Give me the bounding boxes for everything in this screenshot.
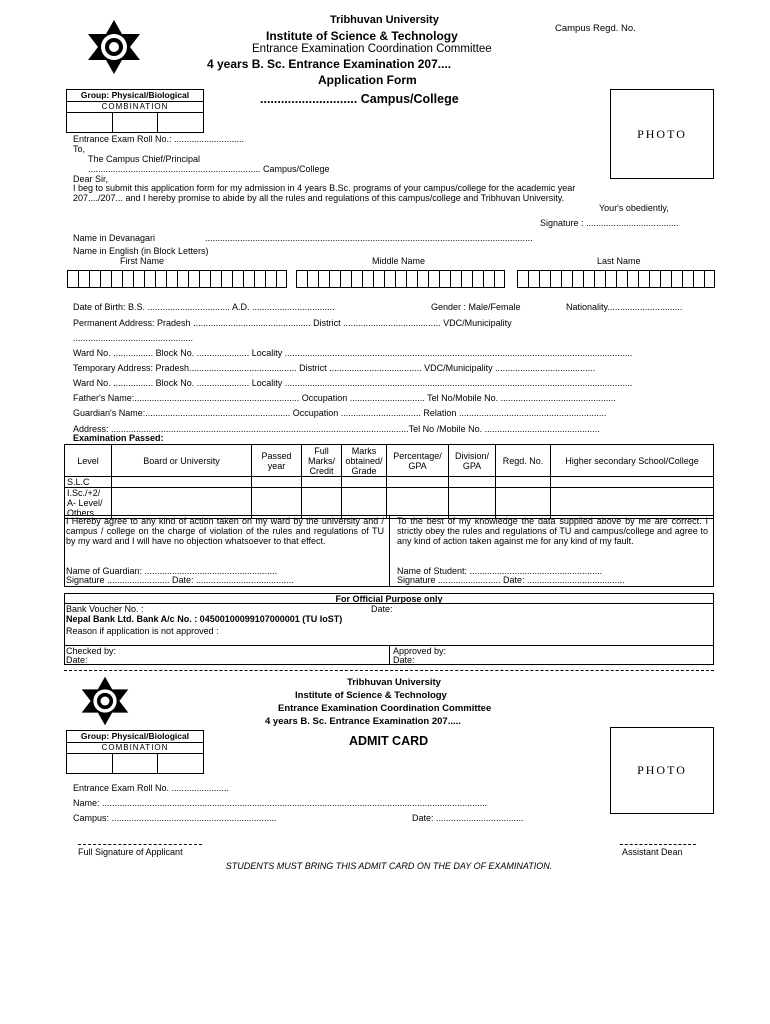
- char-box[interactable]: [605, 270, 616, 288]
- group-title: Group: Physical/Biological: [67, 90, 203, 102]
- char-box[interactable]: [155, 270, 166, 288]
- char-box[interactable]: [232, 270, 243, 288]
- char-box[interactable]: [483, 270, 494, 288]
- char-box[interactable]: [133, 270, 144, 288]
- char-box[interactable]: [450, 270, 461, 288]
- bank-account: Nepal Bank Ltd. Bank A/c No. : 04500100099107000001 (TU IoST): [66, 614, 343, 624]
- middle-name-boxes[interactable]: [296, 270, 505, 288]
- campus-regd-label: Campus Regd. No.: [555, 23, 636, 34]
- char-box[interactable]: [517, 270, 528, 288]
- address-field[interactable]: Address: .......................................................................................................................Tel No /Mobile No. ..............................................: [73, 424, 600, 434]
- char-box[interactable]: [307, 270, 318, 288]
- char-box[interactable]: [318, 270, 329, 288]
- char-box[interactable]: [296, 270, 307, 288]
- guardian-declaration: I Hereby agree to any kind of action taken on my ward by the university and / campus / college on the charge of violation of the rules and regulations of TU by my ward and I will have no objection whatsoever to that effect.: [66, 516, 384, 546]
- gender-field[interactable]: Gender : Male/Female: [431, 302, 521, 312]
- header-school: Higher secondary School/College: [551, 445, 714, 477]
- assistant-dean-label: Assistant Dean: [622, 847, 683, 857]
- official-date-field[interactable]: Date:: [371, 604, 393, 614]
- first-name-boxes[interactable]: [67, 270, 287, 288]
- exam-table: [64, 444, 714, 519]
- char-box[interactable]: [199, 270, 210, 288]
- dear-sir: Dear Sir,: [73, 174, 109, 184]
- cell[interactable]: [252, 477, 302, 488]
- char-box[interactable]: [660, 270, 671, 288]
- char-box[interactable]: [671, 270, 682, 288]
- middle-name-label: Middle Name: [372, 256, 426, 266]
- campus-line[interactable]: ..................................................................... Campus/College: [88, 164, 330, 174]
- admit-photo-label: PHOTO: [637, 763, 687, 777]
- header-level: Level: [65, 445, 112, 477]
- char-box[interactable]: [428, 270, 439, 288]
- name-devanagari-label: Name in Devanagari: [73, 233, 156, 243]
- char-box[interactable]: [144, 270, 155, 288]
- char-box[interactable]: [384, 270, 395, 288]
- name-english-label: Name in English (in Block Letters): [73, 246, 209, 256]
- char-box[interactable]: [539, 270, 550, 288]
- student-signature[interactable]: Signature ......................... Date: .......................................: [397, 575, 625, 585]
- combination-label: COMBINATION: [67, 102, 203, 113]
- char-box[interactable]: [494, 270, 505, 288]
- admit-card-title: ADMIT CARD: [349, 734, 429, 748]
- header-marks-obtained: Marks obtained/ Grade: [342, 445, 387, 477]
- tu-logo-admit: [76, 675, 134, 727]
- first-name-label: First Name: [120, 256, 165, 266]
- char-box[interactable]: [78, 270, 89, 288]
- bank-voucher-field[interactable]: Bank Voucher No. :: [66, 604, 144, 614]
- cell[interactable]: [112, 477, 252, 488]
- char-box[interactable]: [704, 270, 715, 288]
- char-box[interactable]: [166, 270, 177, 288]
- admit-committee: Entrance Examination Coordination Committee: [278, 703, 492, 714]
- cell[interactable]: [387, 488, 449, 519]
- guardian-signature[interactable]: Signature ......................... Date: .......................................: [66, 575, 294, 585]
- to-label: To,: [73, 144, 86, 154]
- char-box[interactable]: [351, 270, 362, 288]
- father-name-field[interactable]: Father's Name:.................................................................. Occupation .............................. Tel No/Mobile No. ..............................................: [73, 393, 616, 403]
- institute-name: Institute of Science & Technology: [266, 29, 458, 43]
- char-box[interactable]: [616, 270, 627, 288]
- admit-program: 4 years B. Sc. Entrance Examination 207.....: [265, 716, 461, 727]
- char-box[interactable]: [373, 270, 384, 288]
- admit-photo-box[interactable]: [610, 727, 714, 814]
- admit-date-field[interactable]: Date: ...................................: [412, 813, 524, 823]
- char-box[interactable]: [550, 270, 561, 288]
- campus-college-field[interactable]: ............................ Campus/College: [260, 92, 459, 106]
- approved-date-field[interactable]: Date:: [393, 655, 415, 665]
- char-box[interactable]: [221, 270, 232, 288]
- nationality-field[interactable]: Nationality..............................: [566, 302, 683, 312]
- char-box[interactable]: [177, 270, 188, 288]
- combination-cell[interactable]: [113, 113, 159, 132]
- exam-passed-label: Examination Passed:: [73, 433, 164, 443]
- guardian-name-field[interactable]: Guardian's Name:.......................................................... Occupation ................................ Relation ...........................................................: [73, 408, 607, 418]
- permanent-address-line2[interactable]: ................................................: [73, 333, 194, 343]
- char-box[interactable]: [395, 270, 406, 288]
- char-box[interactable]: [340, 270, 351, 288]
- cell[interactable]: [302, 488, 342, 519]
- char-box[interactable]: [638, 270, 649, 288]
- char-box[interactable]: [693, 270, 704, 288]
- header-board: Board or University: [112, 445, 252, 477]
- form-title: Application Form: [318, 73, 417, 87]
- cell[interactable]: [112, 488, 252, 519]
- row-isc: I.Sc./+2/ A- Level/ Others: [65, 488, 112, 519]
- cell[interactable]: [252, 488, 302, 519]
- name-devanagari-field[interactable]: ...................................................................................................................................: [205, 233, 533, 243]
- checked-date-field[interactable]: Date:: [66, 655, 88, 665]
- letter-body-2: 207..../207... and I hereby promise to abide by all the rules and regulations of this campus/college and Tribhuvan University.: [73, 193, 565, 203]
- committee-name: Entrance Examination Coordination Committee: [252, 43, 492, 55]
- char-box[interactable]: [561, 270, 572, 288]
- char-box[interactable]: [111, 270, 122, 288]
- student-declaration: To the best of my knowledge the data supplied above by me are correct. I strictly obey the rules and regulations of TU and campus/college and agree to any kind of action taken against me for any kind of my fault.: [397, 516, 708, 546]
- header-percentage: Percentage/ GPA: [387, 445, 449, 477]
- cell[interactable]: [387, 477, 449, 488]
- guardian-name-sign[interactable]: Name of Guardian: .....................................................: [66, 566, 278, 576]
- char-box[interactable]: [89, 270, 100, 288]
- char-box[interactable]: [417, 270, 428, 288]
- ward-field-permanent[interactable]: Ward No. ................ Block No. ..................... Locality ...........................................................................................................................................: [73, 348, 633, 358]
- cell[interactable]: [496, 477, 551, 488]
- combination-cell[interactable]: [113, 754, 159, 773]
- char-box[interactable]: [243, 270, 254, 288]
- university-name: Tribhuvan University: [330, 14, 439, 26]
- combination-cell[interactable]: [158, 113, 203, 132]
- char-box[interactable]: [362, 270, 373, 288]
- char-box[interactable]: [461, 270, 472, 288]
- last-name-boxes[interactable]: [517, 270, 715, 288]
- program-title: 4 years B. Sc. Entrance Examination 207....: [207, 57, 452, 71]
- combination-cell[interactable]: [67, 754, 113, 773]
- char-box[interactable]: [67, 270, 78, 288]
- cell[interactable]: [449, 488, 496, 519]
- char-box[interactable]: [439, 270, 450, 288]
- cell[interactable]: [342, 488, 387, 519]
- cell[interactable]: [551, 477, 714, 488]
- cell[interactable]: [551, 488, 714, 519]
- admit-note: STUDENTS MUST BRING THIS ADMIT CARD ON THE DAY OF EXAMINATION.: [225, 861, 553, 871]
- char-box[interactable]: [472, 270, 483, 288]
- temporary-address-field[interactable]: Temporary Address: Pradesh........................................... District ..................................... VDC/Municipality ........................................: [73, 363, 596, 373]
- cell[interactable]: [342, 477, 387, 488]
- char-box[interactable]: [276, 270, 287, 288]
- permanent-address-field[interactable]: Permanent Address: Pradesh ............................................... District ....................................... VDC/Municipality: [73, 318, 512, 328]
- row-slc: S.L.C: [65, 477, 112, 488]
- dob-field[interactable]: Date of Birth: B.S. ................................. A.D. .................................: [73, 302, 335, 312]
- cell[interactable]: [449, 477, 496, 488]
- char-box[interactable]: [406, 270, 417, 288]
- chief-label: The Campus Chief/Principal: [88, 154, 201, 164]
- char-box[interactable]: [188, 270, 199, 288]
- admit-name-field[interactable]: Name: ..........................................................................................................................................................: [73, 798, 488, 808]
- cut-line: [64, 670, 714, 671]
- admit-campus-field[interactable]: Campus: ..................................................................: [73, 813, 277, 823]
- char-box[interactable]: [572, 270, 583, 288]
- letter-body-1: I beg to submit this application form for my admission in 4 years B.Sc. programs of your campus/college for the academic year: [73, 183, 576, 193]
- signature-field[interactable]: Signature : .....................................: [540, 218, 679, 228]
- char-box[interactable]: [329, 270, 340, 288]
- cell[interactable]: [302, 477, 342, 488]
- char-box[interactable]: [528, 270, 539, 288]
- reason-field[interactable]: Reason if application is not approved :: [66, 626, 219, 636]
- admit-institute: Institute of Science & Technology: [295, 690, 447, 701]
- yours-obediently: Your's obediently,: [599, 203, 669, 213]
- char-box[interactable]: [254, 270, 265, 288]
- official-title: For Official Purpose only: [335, 594, 443, 604]
- applicant-signature-label: Full Signature of Applicant: [78, 847, 183, 857]
- char-box[interactable]: [100, 270, 111, 288]
- char-box[interactable]: [210, 270, 221, 288]
- checked-by-field[interactable]: Checked by:: [66, 646, 117, 656]
- char-box[interactable]: [682, 270, 693, 288]
- admit-university: Tribhuvan University: [347, 677, 441, 688]
- header-regd-no: Regd. No.: [496, 445, 551, 477]
- header-division: Division/ GPA: [449, 445, 496, 477]
- char-box[interactable]: [649, 270, 660, 288]
- cell[interactable]: [496, 488, 551, 519]
- roll-no-field[interactable]: Entrance Exam Roll No.: ............................: [73, 134, 245, 144]
- group-combination-box: [66, 89, 204, 133]
- char-box[interactable]: [265, 270, 276, 288]
- combination-cell[interactable]: [67, 113, 113, 132]
- tu-logo: [82, 18, 146, 76]
- char-box[interactable]: [627, 270, 638, 288]
- ward-field-temporary[interactable]: Ward No. ................ Block No. ..................... Locality ...........................................................................................................................................: [73, 378, 633, 388]
- char-box[interactable]: [583, 270, 594, 288]
- last-name-label: Last Name: [597, 256, 641, 266]
- char-box[interactable]: [122, 270, 133, 288]
- admit-group-box: [66, 730, 204, 774]
- student-name-sign[interactable]: Name of Student: .....................................................: [397, 566, 603, 576]
- photo-label: PHOTO: [637, 126, 687, 141]
- header-full-marks: Full Marks/ Credit: [302, 445, 342, 477]
- admit-roll-field[interactable]: Entrance Exam Roll No. .......................: [73, 783, 230, 793]
- char-box[interactable]: [594, 270, 605, 288]
- approved-by-field[interactable]: Approved by:: [393, 646, 447, 656]
- combination-cell[interactable]: [158, 754, 203, 773]
- admit-combination-label: COMBINATION: [67, 743, 203, 754]
- admit-group-title: Group: Physical/Biological: [67, 731, 203, 743]
- header-passed-year: Passed year: [252, 445, 302, 477]
- photo-box[interactable]: [610, 89, 714, 179]
